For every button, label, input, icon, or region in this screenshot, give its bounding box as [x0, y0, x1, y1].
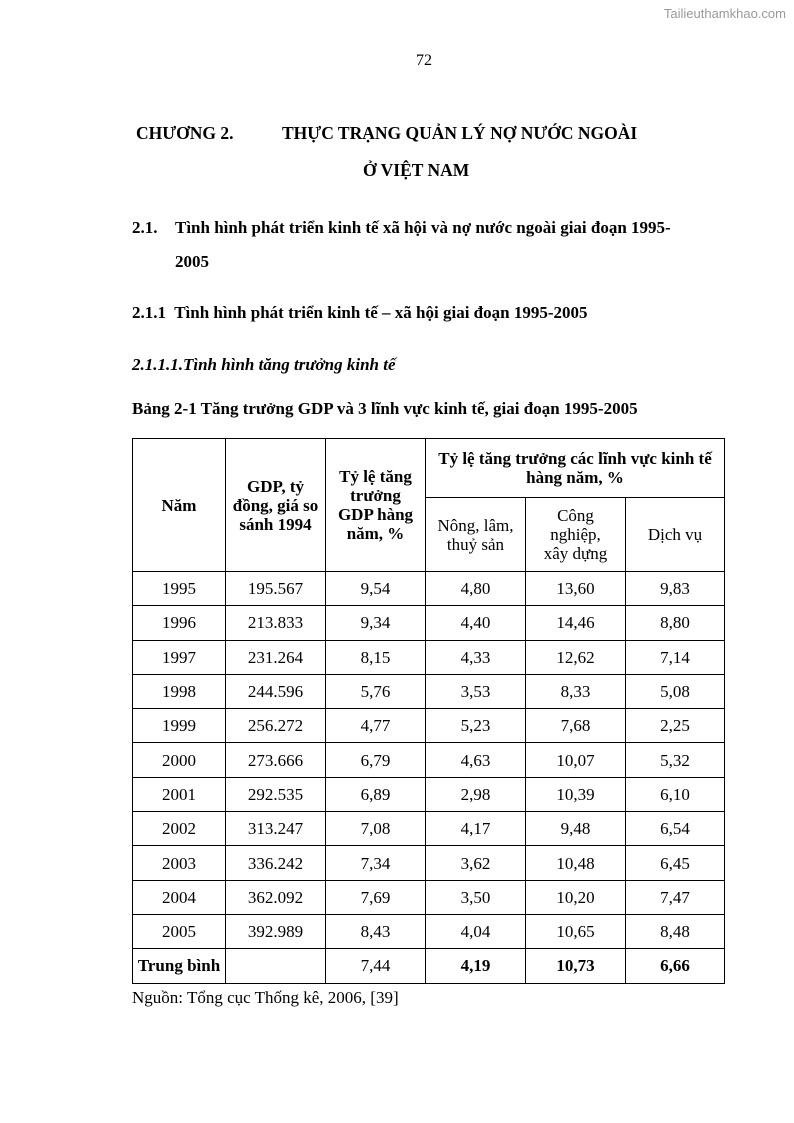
table-row [133, 640, 725, 674]
cell-year: 2003 [133, 846, 226, 880]
cell-agri: 5,23 [426, 709, 526, 743]
table-row [133, 709, 725, 743]
cell-gdp-growth: 8,15 [326, 640, 426, 674]
header-gdp: GDP, tỷ đồng, giá so sánh 1994 [226, 439, 326, 572]
table-row [133, 846, 725, 880]
cell-services: 8,80 [626, 606, 725, 640]
header-gdp-growth: Tỷ lệ tăng trưởng GDP hàng năm, % [326, 439, 426, 572]
cell-services: 7,14 [626, 640, 725, 674]
cell-gdp: 392.989 [226, 914, 326, 948]
average-row [133, 949, 725, 983]
cell-gdp: 256.272 [226, 709, 326, 743]
cell-services: 9,83 [626, 572, 725, 606]
table-row [133, 674, 725, 708]
cell-gdp-growth: 5,76 [326, 674, 426, 708]
cell-services: 7,47 [626, 880, 725, 914]
cell-industry: 14,46 [526, 606, 626, 640]
cell-year: 1995 [133, 572, 226, 606]
cell-gdp: 336.242 [226, 846, 326, 880]
table-row [133, 880, 725, 914]
cell-agri: 3,62 [426, 846, 526, 880]
average-year: Trung bình [133, 949, 226, 983]
cell-gdp: 244.596 [226, 674, 326, 708]
cell-gdp-growth: 4,77 [326, 709, 426, 743]
cell-gdp: 313.247 [226, 812, 326, 846]
cell-gdp-growth: 7,08 [326, 812, 426, 846]
header-services: Dịch vụ [626, 498, 725, 572]
cell-year: 1997 [133, 640, 226, 674]
cell-industry: 10,39 [526, 777, 626, 811]
cell-services: 5,08 [626, 674, 725, 708]
cell-agri: 4,33 [426, 640, 526, 674]
cell-year: 1996 [133, 606, 226, 640]
table-row [133, 812, 725, 846]
cell-agri: 4,17 [426, 812, 526, 846]
cell-industry: 9,48 [526, 812, 626, 846]
watermark: Tailieuthamkhao.com [663, 6, 786, 21]
cell-year: 1999 [133, 709, 226, 743]
cell-gdp: 273.666 [226, 743, 326, 777]
cell-agri: 3,50 [426, 880, 526, 914]
cell-agri: 3,53 [426, 674, 526, 708]
table-caption: Bảng 2-1 Tăng trưởng GDP và 3 lĩnh vực kinh tế, giai đoạn 1995-2005 [132, 399, 638, 418]
cell-gdp-growth: 8,43 [326, 914, 426, 948]
cell-gdp: 362.092 [226, 880, 326, 914]
cell-industry: 12,62 [526, 640, 626, 674]
cell-year: 1998 [133, 674, 226, 708]
average-agri: 4,19 [426, 949, 526, 983]
average-gdp-growth: 7,44 [326, 949, 426, 983]
chapter-title-line1: THỰC TRẠNG QUẢN LÝ NỢ NƯỚC NGOÀI [282, 123, 638, 143]
average-industry: 10,73 [526, 949, 626, 983]
cell-gdp-growth: 9,34 [326, 606, 426, 640]
cell-services: 6,54 [626, 812, 725, 846]
cell-year: 2000 [133, 743, 226, 777]
cell-year: 2005 [133, 914, 226, 948]
cell-gdp: 195.567 [226, 572, 326, 606]
cell-gdp: 213.833 [226, 606, 326, 640]
table-row [133, 606, 725, 640]
cell-gdp: 292.535 [226, 777, 326, 811]
header-sector-group: Tỷ lệ tăng trưởng các lĩnh vực kinh tế hàng năm, % [426, 439, 725, 498]
source-note: Nguồn: Tổng cục Thống kê, 2006, [39] [132, 988, 399, 1007]
table-row [133, 572, 725, 606]
cell-services: 8,48 [626, 914, 725, 948]
average-gdp [226, 949, 326, 983]
header-agri: Nông, lâm, thuỷ sản [426, 498, 526, 572]
section-2-1-number: 2.1. [132, 218, 158, 237]
cell-industry: 10,20 [526, 880, 626, 914]
cell-gdp-growth: 7,34 [326, 846, 426, 880]
cell-industry: 10,48 [526, 846, 626, 880]
cell-industry: 10,65 [526, 914, 626, 948]
cell-industry: 8,33 [526, 674, 626, 708]
cell-gdp-growth: 6,79 [326, 743, 426, 777]
cell-agri: 2,98 [426, 777, 526, 811]
chapter-title-line2: Ở VIỆT NAM [363, 160, 470, 180]
cell-agri: 4,40 [426, 606, 526, 640]
cell-services: 6,45 [626, 846, 725, 880]
average-services: 6,66 [626, 949, 725, 983]
header-year: Năm [133, 439, 226, 572]
chapter-number: CHƯƠNG 2. [136, 123, 234, 143]
page-number: 72 [416, 52, 432, 69]
cell-industry: 13,60 [526, 572, 626, 606]
table-row [133, 743, 725, 777]
table-row [133, 914, 725, 948]
cell-gdp: 231.264 [226, 640, 326, 674]
cell-services: 6,10 [626, 777, 725, 811]
cell-year: 2001 [133, 777, 226, 811]
cell-gdp-growth: 9,54 [326, 572, 426, 606]
section-2-1-title-line2: 2005 [175, 252, 209, 271]
gdp-growth-table [132, 438, 725, 984]
cell-agri: 4,80 [426, 572, 526, 606]
cell-services: 5,32 [626, 743, 725, 777]
section-2-1-1-1-heading: 2.1.1.1.Tình hình tăng trưởng kinh tế [132, 355, 396, 374]
cell-services: 2,25 [626, 709, 725, 743]
cell-gdp-growth: 7,69 [326, 880, 426, 914]
cell-gdp-growth: 6,89 [326, 777, 426, 811]
cell-agri: 4,04 [426, 914, 526, 948]
cell-agri: 4,63 [426, 743, 526, 777]
cell-industry: 7,68 [526, 709, 626, 743]
cell-industry: 10,07 [526, 743, 626, 777]
header-industry: Công nghiệp, xây dựng [526, 498, 626, 572]
section-2-1-title-line1: Tình hình phát triển kinh tế xã hội và nợ nước ngoài giai đoạn 1995- [175, 218, 671, 237]
section-2-1-1-heading: 2.1.1 Tình hình phát triển kinh tế – xã hội giai đoạn 1995-2005 [132, 303, 588, 322]
table-row [133, 777, 725, 811]
cell-year: 2004 [133, 880, 226, 914]
cell-year: 2002 [133, 812, 226, 846]
